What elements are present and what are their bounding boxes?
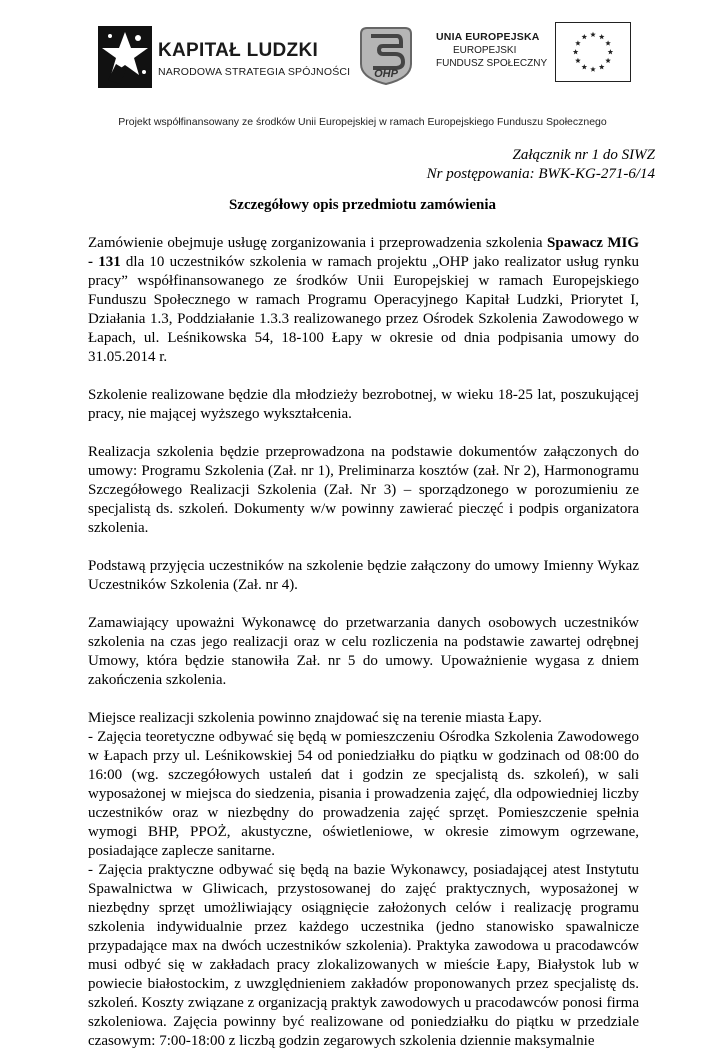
document-reference <box>427 146 655 184</box>
document-title: Szczegółowy opis przedmiotu zamówienia <box>228 197 497 213</box>
eu-star-icon <box>575 58 581 63</box>
ohp-label: OHP <box>374 68 398 80</box>
header-logos <box>0 18 725 98</box>
eu-star-icon <box>582 34 588 39</box>
kapital-ludzki-subtitle: NARODOWA STRATEGIA SPÓJNOŚCI <box>158 66 351 78</box>
kapital-ludzki-title: KAPITAŁ LUDZKI <box>158 40 319 61</box>
eu-star-icon <box>605 40 611 45</box>
eu-star-icon <box>573 49 579 54</box>
course-name: Spawacz MIG - 131 <box>88 235 639 270</box>
attachment-number: Załącznik nr 1 do SIWZ <box>512 147 655 163</box>
paragraph-admission: Podstawą przyjęcia uczestników na szkolenie będzie załączony do umowy Imienny Wykaz Uczestników Szkolenia (Zał. nr 4). <box>88 558 639 593</box>
eu-star-icon <box>582 64 588 69</box>
list-item-practice: - Zajęcia praktyczne odbywać się będą na bazie Wykonawcy, posiadającej atest Instytutu Spawalnictwa w Gliwicach, przystosowanej do zajęć praktycznych, wyposażonej w niezbędny sprzęt umożliwiający osiągnięcie założonych celów i realizację programu szkolenia indywidualnie przez każdego uczestnika (jedno stanowisko spawalnicze przypadające max na dwóch uczestników szkolenia). Praktyka zawodowa u pracodawców musi odbyć się w zakładach pracy zlokalizowanych w mieście Łapy, Białystok lub w powiecie białostockim, z uwzględnieniem zakładów proponowanych przez specjalistę ds. szkoleń. Koszty związane z organizacją praktyk zawodowych u pracodawców ponosi firma szkoleniowa. Zajęcia powinny być realizowane od poniedziałku do piątku w przedziale czasowym: 7:00-18:00 z liczbą godzin zegarowych szkolenia dziennie maksymalnie <box>88 862 639 1049</box>
project-cofinancing-note: Projekt współfinansowany ze środków Unii Europejskiej w ramach Europejskiego Funduszu Społecznego <box>118 116 607 128</box>
procedure-number: Nr postępowania: BWK-KG-271-6/14 <box>426 166 655 182</box>
eu-text-block <box>436 31 546 69</box>
eu-line-3: FUNDUSZ SPOŁECZNY <box>436 58 548 69</box>
kapital-ludzki-star-icon <box>98 26 152 88</box>
document-body <box>88 234 639 1051</box>
paragraph-scope-part1: Zamówienie obejmuje usługę zorganizowania i przeprowadzenia szkolenia <box>88 235 548 251</box>
eu-star-icon <box>608 49 614 54</box>
eu-star-icon <box>590 32 596 37</box>
eu-star-icon <box>599 34 605 39</box>
paragraph-documents: Realizacja szkolenia będzie przeprowadzona na podstawie dokumentów załączonych do umowy: Programu Szkolenia (Zał. nr 1), Preliminarza kosztów (zał. Nr 2), Harmonogramu Szczegółowego Realizacji Szkolenia (Zał. Nr 3) – sporządzonego w porozumieniu ze specjalistą ds. szkoleń. Dokumenty w/w powinny zawierać pieczęć i podpis organizatora szkolenia. <box>88 444 639 536</box>
paragraph-scope-part2: dla 10 uczestników szkolenia w ramach projektu „OHP jako realizator usług rynku pracy” współfinansowanego ze środków Unii Europejskiej w ramach Europejskiego Funduszu Społecznego w ramach Programu Operacyjnego Kapitał Ludzki, Priorytet I, Działania 1.3, Poddziałanie 1.3.3 realizowanego przez Ośrodek Szkolenia Zawodowego w Łapach, ul. Leśnikowska 54, 18-100 Łapy w okresie od dnia podpisania umowy do 31.05.2014 r. <box>88 254 640 365</box>
eu-flag-icon <box>555 22 631 82</box>
paragraph-location: Miejsce realizacji szkolenia powinno znajdować się na terenie miasta Łapy. <box>88 710 542 726</box>
eu-star-icon <box>599 64 605 69</box>
eu-line-2: EUROPEJSKI <box>453 45 517 56</box>
ohp-logo-icon <box>357 24 415 86</box>
eu-line-1: UNIA EUROPEJSKA <box>436 31 540 43</box>
kapital-ludzki-logo <box>98 26 363 88</box>
paragraph-scope <box>88 234 639 367</box>
eu-star-icon <box>575 40 581 45</box>
list-item-theory: - Zajęcia teoretyczne odbywać się będą w pomieszczeniu Ośrodka Szkolenia Zawodowego w Łapach przy ul. Leśnikowskiej 54 od poniedziałku do piątku w godzinach od 08:00 do 16:00 (wg. szczegółowych ustaleń dat i godzin ze specjalistą ds. szkoleń), w sali wyposażonej w miejsca do siedzenia, pisania i prowadzenia zajęć, dla odpowiedniej liczby uczestników oraz w niezbędny do prowadzenia zajęć sprzęt. Pomieszczenie spełnia wymogi BHP, PPOŻ, akustyczne, oświetleniowe, w okresie zimowym ogrzewane, posiadające zaplecze sanitarne. <box>88 729 639 859</box>
paragraph-participants: Szkolenie realizowane będzie dla młodzieży bezrobotnej, w wieku 18-25 lat, poszukującej pracy, nie mającej wyższego wykształcenia. <box>88 387 639 422</box>
paragraph-data-processing: Zamawiający upoważni Wykonawcę do przetwarzania danych osobowych uczestników szkolenia na czas jego realizacji oraz w celu rozliczenia na podstawie zawartej odrębnej Umowy, która będzie stanowiła Zał. nr 5 do umowy. Upoważnienie wygasa z dniem zakończenia szkolenia. <box>88 615 639 688</box>
eu-star-icon <box>590 67 596 72</box>
eu-star-icon <box>605 58 611 63</box>
